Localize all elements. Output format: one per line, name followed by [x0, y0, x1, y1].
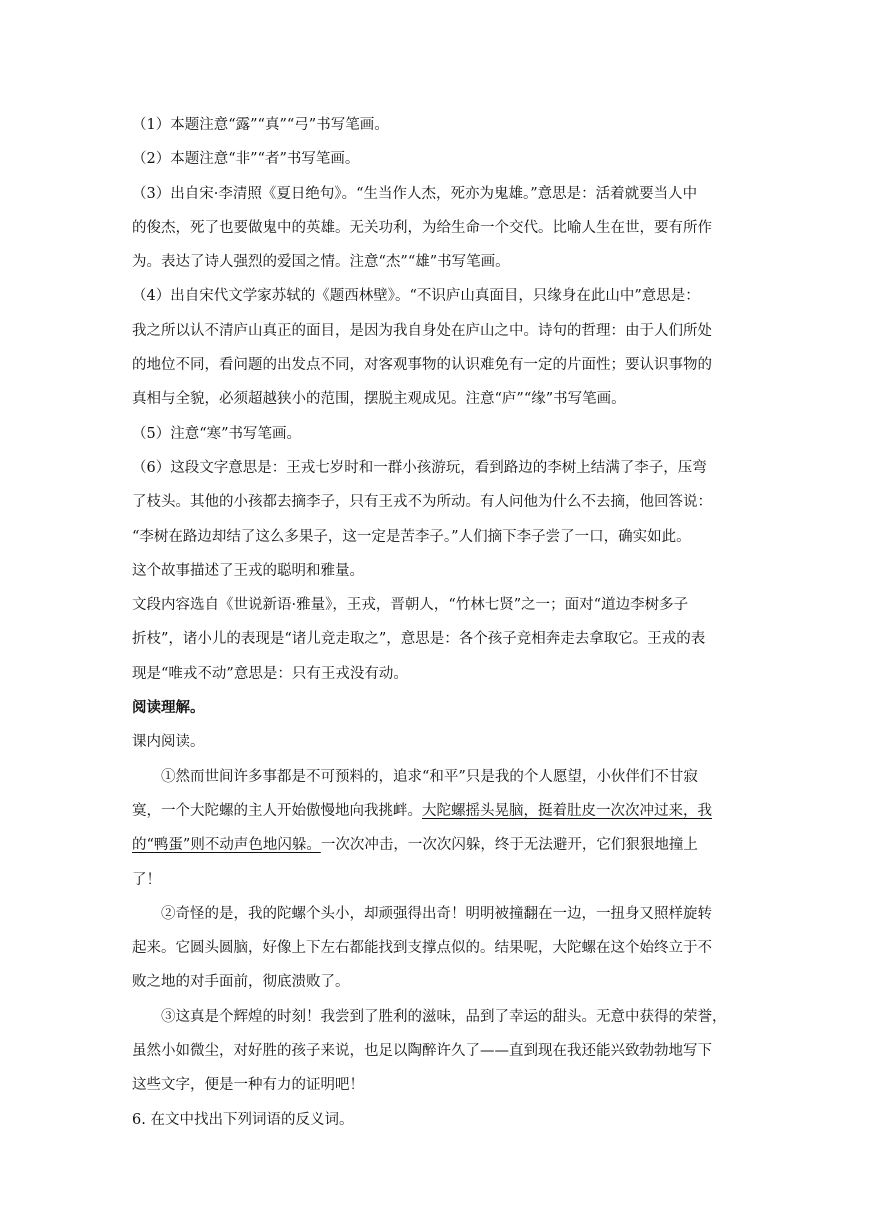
answer-6-line: “李树在路边却结了这么多果子，这一定是苦李子。”人们摘下李子尝了一口，确实如此。 — [132, 528, 691, 545]
answer-6-line: 这个故事描述了王戎的聪明和雅量。 — [132, 562, 364, 579]
answer-6-note-line: 现是“唯戎不动”意思是：只有王戎没有动。 — [132, 665, 408, 682]
answer-6-note — [132, 588, 752, 691]
question-6: 6. 在文中找出下列词语的反义词。 — [132, 1111, 354, 1128]
answer-6-line: 了枝头。其他的小孩都去摘李子，只有王戎不为所动。有人问他为什么不去摘，他回答说： — [132, 494, 712, 511]
answer-6-line: （6）这段文字意思是：王戎七岁时和一群小孩游玩，看到路边的李树上结满了李子，压弯 — [132, 459, 707, 476]
passage-line — [132, 794, 752, 828]
passage-line: 败之地的对手面前，彻底溃败了。 — [132, 974, 350, 991]
answer-3-line: 为。表达了诗人强烈的爱国之情。注意“杰”“雄”书写笔画。 — [132, 254, 510, 271]
passage-line: 虽然小如微尘，对好胜的孩子来说，也足以陶醉许久了——直到现在我还能兴致勃勃地写下 — [132, 1043, 712, 1060]
answer-3 — [132, 177, 752, 280]
passage-line — [132, 828, 752, 862]
passage-line: ②奇怪的是，我的陀螺个头小，却顽强得出奇！明明被撞翻在一边，一扭身又照样旋转 — [161, 905, 712, 922]
answer-2: （2）本题注意“非”“者”书写笔画。 — [132, 151, 360, 168]
answer-6-note-line: 文段内容选自《世说新语·雅量》，王戎，晋朝人，“竹林七贤”之一；面对“道边李树多子 — [132, 597, 689, 614]
passage-paragraph-3 — [132, 1000, 752, 1103]
answer-4-line: 的地位不同，看问题的出发点不同，对客观事物的认识难免有一定的片面性；要认识事物的 — [132, 357, 712, 374]
answer-5: （5）注意“寒”书写笔画。 — [132, 425, 302, 442]
passage-line: ①然而世间许多事都是不可预料的，追求“和平”只是我的个人愿望，小伙伴们不甘寂 — [161, 768, 698, 785]
document-body — [132, 108, 752, 1137]
answer-3-line: 的俊杰，死了也要做鬼中的英雄。无关功利，为给生命一个交代。比喻人生在世，要有所作 — [132, 219, 712, 236]
answer-4 — [132, 279, 752, 416]
passage-paragraph-2 — [132, 897, 752, 1000]
passage-line: 这些文字，便是一种有力的证明吧！ — [132, 1077, 364, 1094]
passage-line: ③这真是个辉煌的时刻！我尝到了胜利的滋味，品到了幸运的甜头。无意中获得的荣誉， — [161, 1008, 727, 1025]
passage-line: 起来。它圆头圆脑，好像上下左右都能找到支撑点似的。结果呢，大陀螺在这个始终立于不 — [132, 940, 712, 957]
passage-paragraph-1 — [132, 760, 752, 897]
underlined-sentence: 的“鸭蛋”则不动声色地闪躲。 — [132, 837, 321, 854]
underlined-sentence: 大陀螺摇头晃脑，挺着肚皮一次次冲过来，我 — [422, 802, 712, 819]
answer-4-line: 真相与全貌，必须超越狭小的范围，摆脱主观成见。注意“庐”“缘”书写笔画。 — [132, 391, 626, 408]
answer-6 — [132, 451, 752, 588]
subsection-title: 课内阅读。 — [132, 734, 205, 751]
answer-6-note-line: 折枝”，诸小儿的表现是“诸儿竞走取之”，意思是：各个孩子竞相奔走去拿取它。王戎的表 — [132, 631, 706, 648]
passage-text: 寞，一个大陀螺的主人开始傲慢地向我挑衅。 — [132, 802, 422, 819]
section-title: 阅读理解。 — [132, 699, 205, 717]
passage-line: 了！ — [132, 871, 161, 888]
answer-4-line: （4）出自宋代文学家苏轼的《题西林壁》。“不识庐山真面目，只缘身在此山中”意思是： — [132, 288, 700, 305]
passage-text: 一次次冲击，一次次闪躲，终于无法避开，它们狠狠地撞上 — [320, 837, 698, 854]
answer-4-line: 我之所以认不清庐山真正的面目，是因为我自身处在庐山之中。诗句的哲理：由于人们所处 — [132, 322, 712, 339]
answer-3-line: （3）出自宋·李清照《夏日绝句》。“生当作人杰，死亦为鬼雄。”意思是：活着就要当人中 — [132, 185, 698, 202]
answer-1: （1）本题注意“露”“真”“弓”书写笔画。 — [132, 117, 389, 133]
